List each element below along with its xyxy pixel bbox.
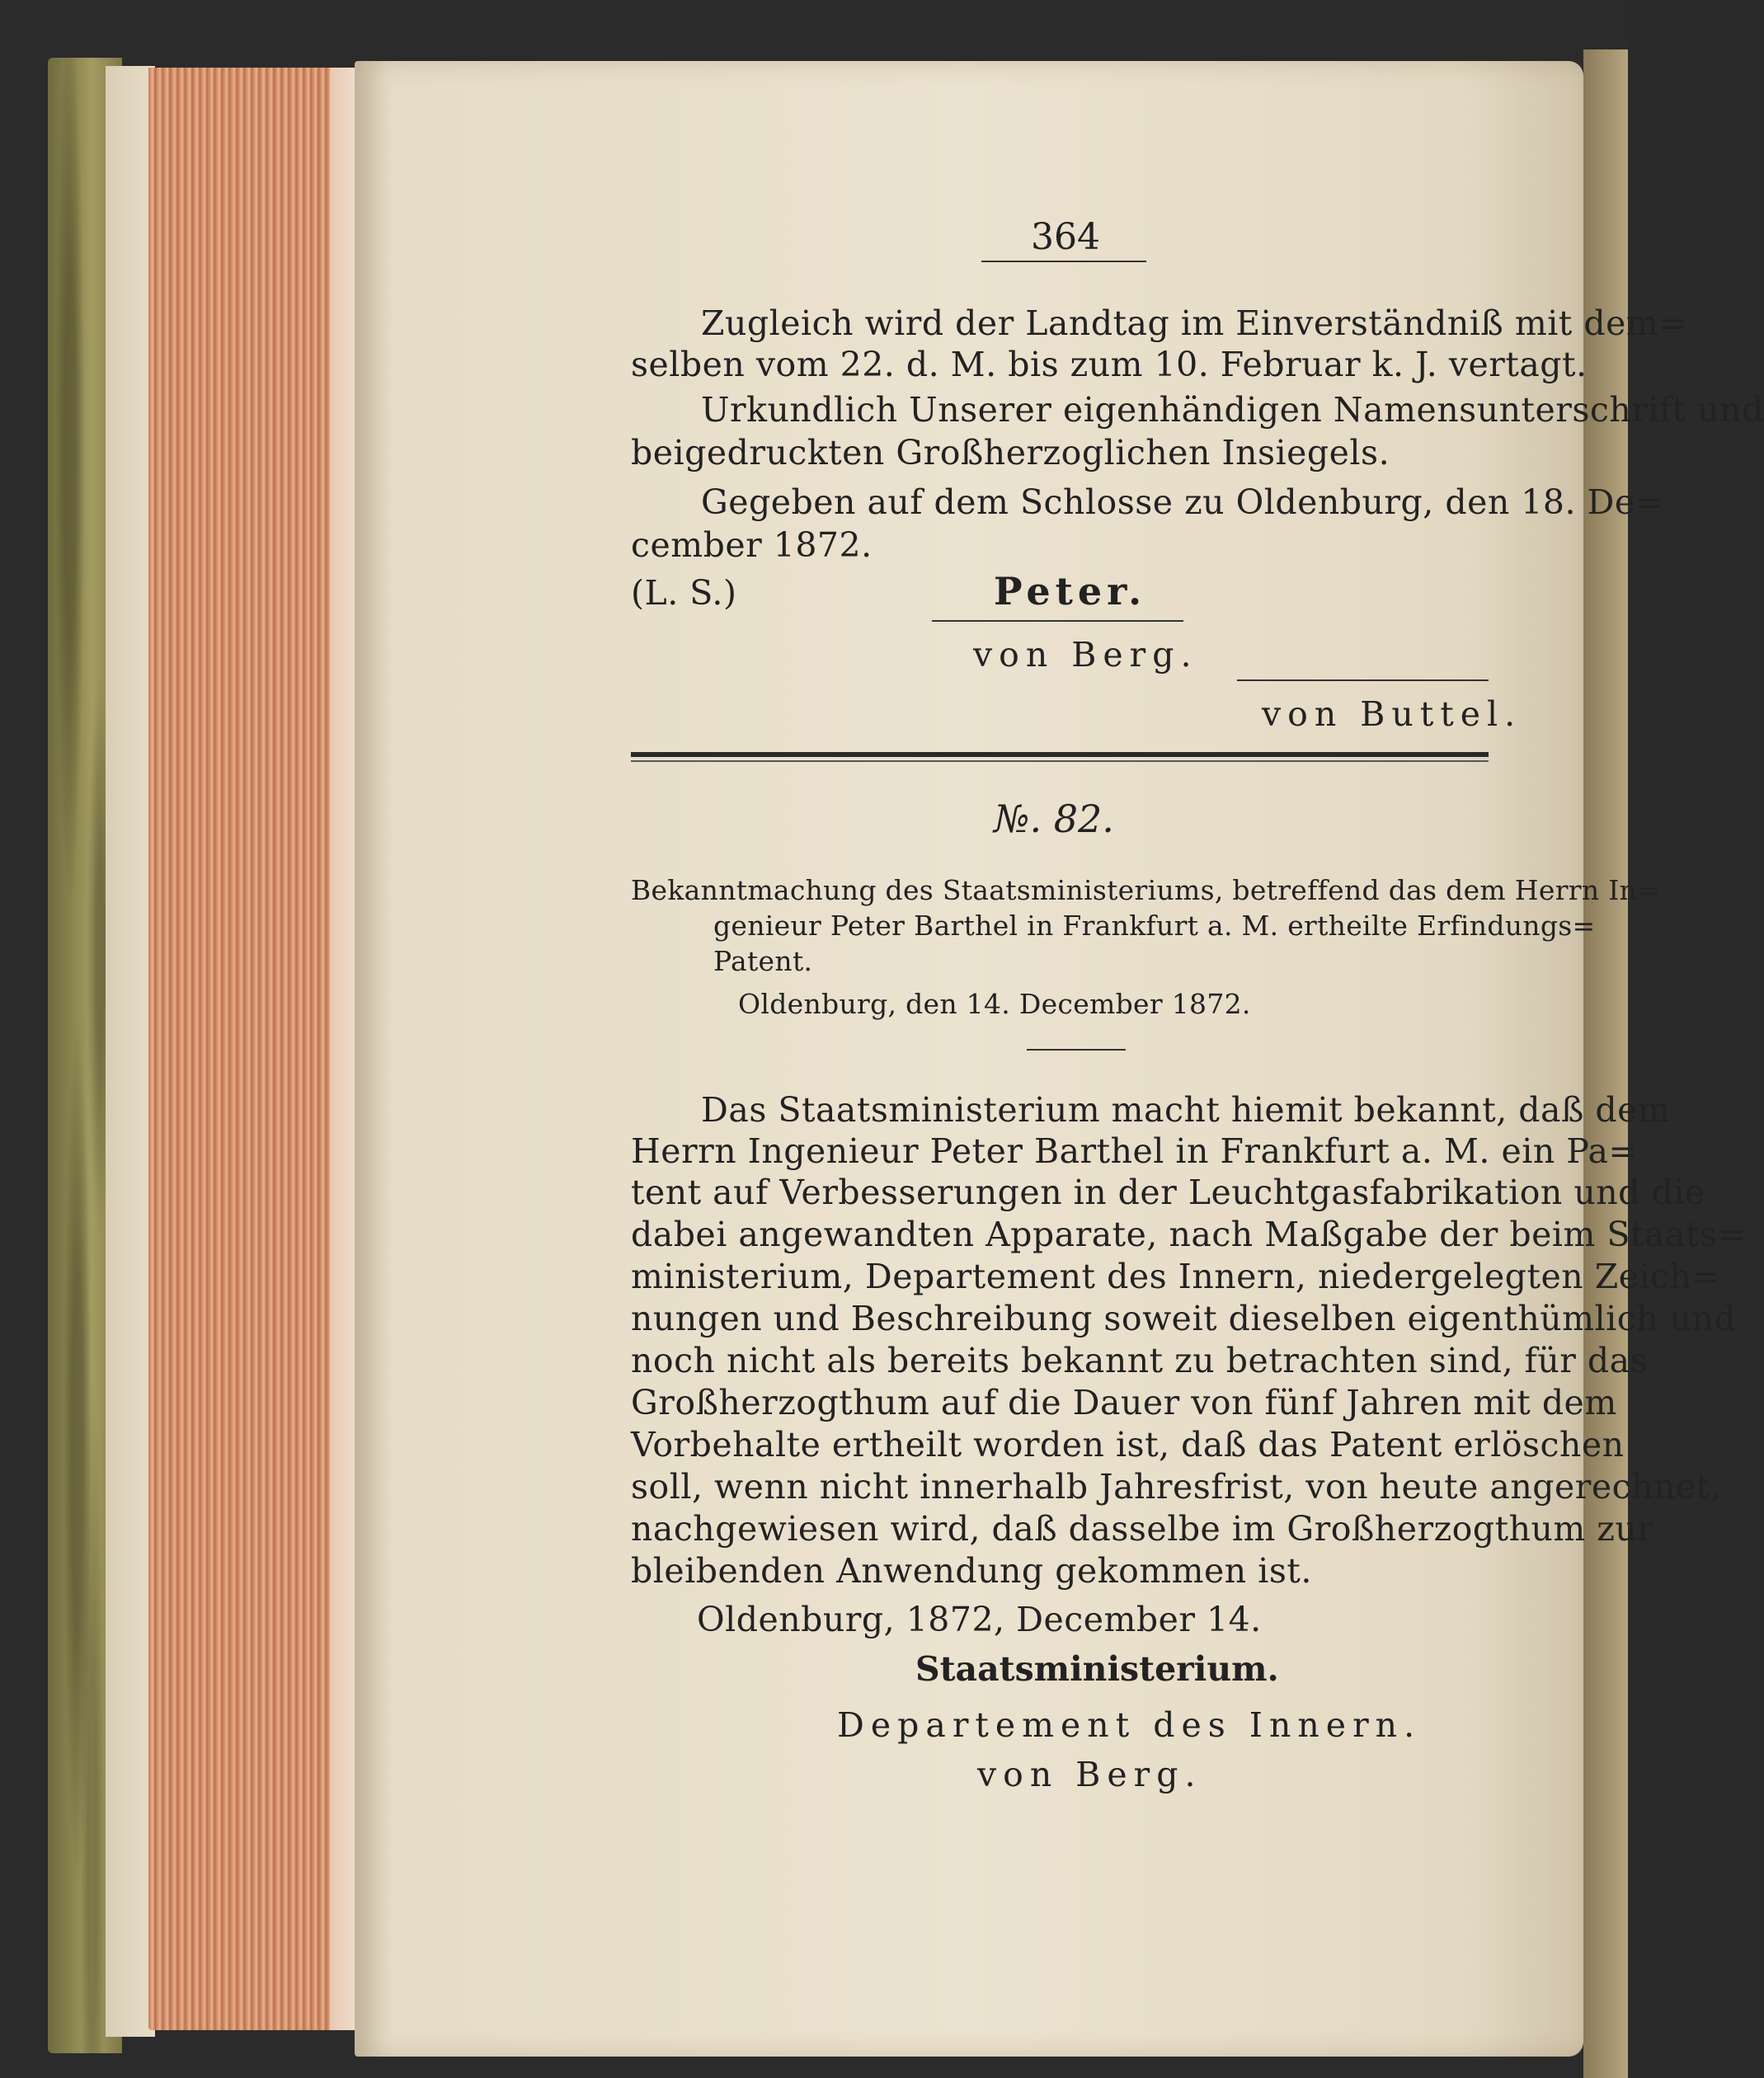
- signature-berg: von Berg.: [973, 635, 1198, 675]
- page-number: 364: [1031, 216, 1100, 258]
- intro-line-2: selben vom 22. d. M. bis zum 10. Februar k. J. vertagt.: [631, 345, 1588, 384]
- section-separator: [631, 752, 1489, 757]
- seal-mark: (L. S.): [631, 573, 737, 613]
- signature-buttel: von Buttel.: [1262, 694, 1522, 734]
- section-separator-thin: [631, 760, 1489, 762]
- dateline-rule: [1027, 1049, 1126, 1051]
- body-line-9: Vorbehalte ertheilt worden ist, daß das Patent erlöschen: [631, 1425, 1625, 1464]
- closing-date: Oldenburg, 1872, December 14.: [697, 1600, 1262, 1639]
- page-stack-edge: [148, 68, 355, 2030]
- announcement-title-line-2: genieur Peter Barthel in Frankfurt a. M. ertheilte Erfindungs=: [713, 910, 1596, 942]
- endpaper: [106, 66, 155, 2037]
- announcement-dateline: Oldenburg, den 14. December 1872.: [738, 988, 1251, 1020]
- body-line-8: Großherzogthum auf die Dauer von fünf Jahren mit dem: [631, 1383, 1617, 1422]
- body-line-11: nachgewiesen wird, daß dasselbe im Großherzogthum zur: [631, 1509, 1654, 1549]
- body-line-6: nungen und Beschreibung soweit dieselben eigenthümlich und: [631, 1299, 1737, 1338]
- body-line-2: Herrn Ingenieur Peter Barthel in Frankfurt a. M. ein Pa=: [631, 1131, 1638, 1171]
- body-line-4: dabei angewandten Apparate, nach Maßgabe der beim Staats=: [631, 1215, 1747, 1254]
- urkundlich-line-1: Urkundlich Unserer eigenhändigen Namensunterschrift und: [701, 390, 1764, 430]
- body-line-7: noch nicht als bereits bekannt zu betrachten sind, für das: [631, 1341, 1649, 1380]
- section-number: №. 82.: [994, 797, 1114, 841]
- urkundlich-line-2: beigedruckten Großherzoglichen Insiegels.: [631, 433, 1390, 472]
- announcement-title-line-1: Bekanntmachung des Staatsministeriums, betreffend das dem Herrn In=: [631, 874, 1661, 906]
- body-line-1: Das Staatsministerium macht hiemit bekannt, daß dem: [701, 1090, 1671, 1130]
- closing-ministry: Staatsministerium.: [915, 1649, 1279, 1689]
- book-cover-right: [1583, 49, 1628, 2078]
- announcement-title-line-3: Patent.: [713, 945, 813, 977]
- body-line-12: bleibenden Anwendung gekommen ist.: [631, 1551, 1312, 1591]
- signature-rule-1: [932, 620, 1183, 622]
- gegeben-line-2: cember 1872.: [631, 525, 873, 565]
- page-number-rule: [981, 261, 1146, 262]
- body-line-5: ministerium, Departement des Innern, niedergelegten Zeich=: [631, 1257, 1721, 1296]
- signature-peter: Peter.: [994, 569, 1147, 614]
- body-line-10: soll, wenn nicht innerhalb Jahresfrist, von heute angerechnet,: [631, 1467, 1722, 1507]
- body-line-3: tent auf Verbesserungen in der Leuchtgasfabrikation und die: [631, 1173, 1705, 1212]
- gegeben-line-1: Gegeben auf dem Schlosse zu Oldenburg, den 18. De=: [701, 482, 1664, 522]
- closing-department: Departement des Innern.: [837, 1705, 1422, 1745]
- intro-line-1: Zugleich wird der Landtag im Einverständniß mit dem=: [701, 303, 1688, 343]
- closing-signature: von Berg.: [977, 1755, 1202, 1794]
- signature-rule-2: [1237, 679, 1489, 681]
